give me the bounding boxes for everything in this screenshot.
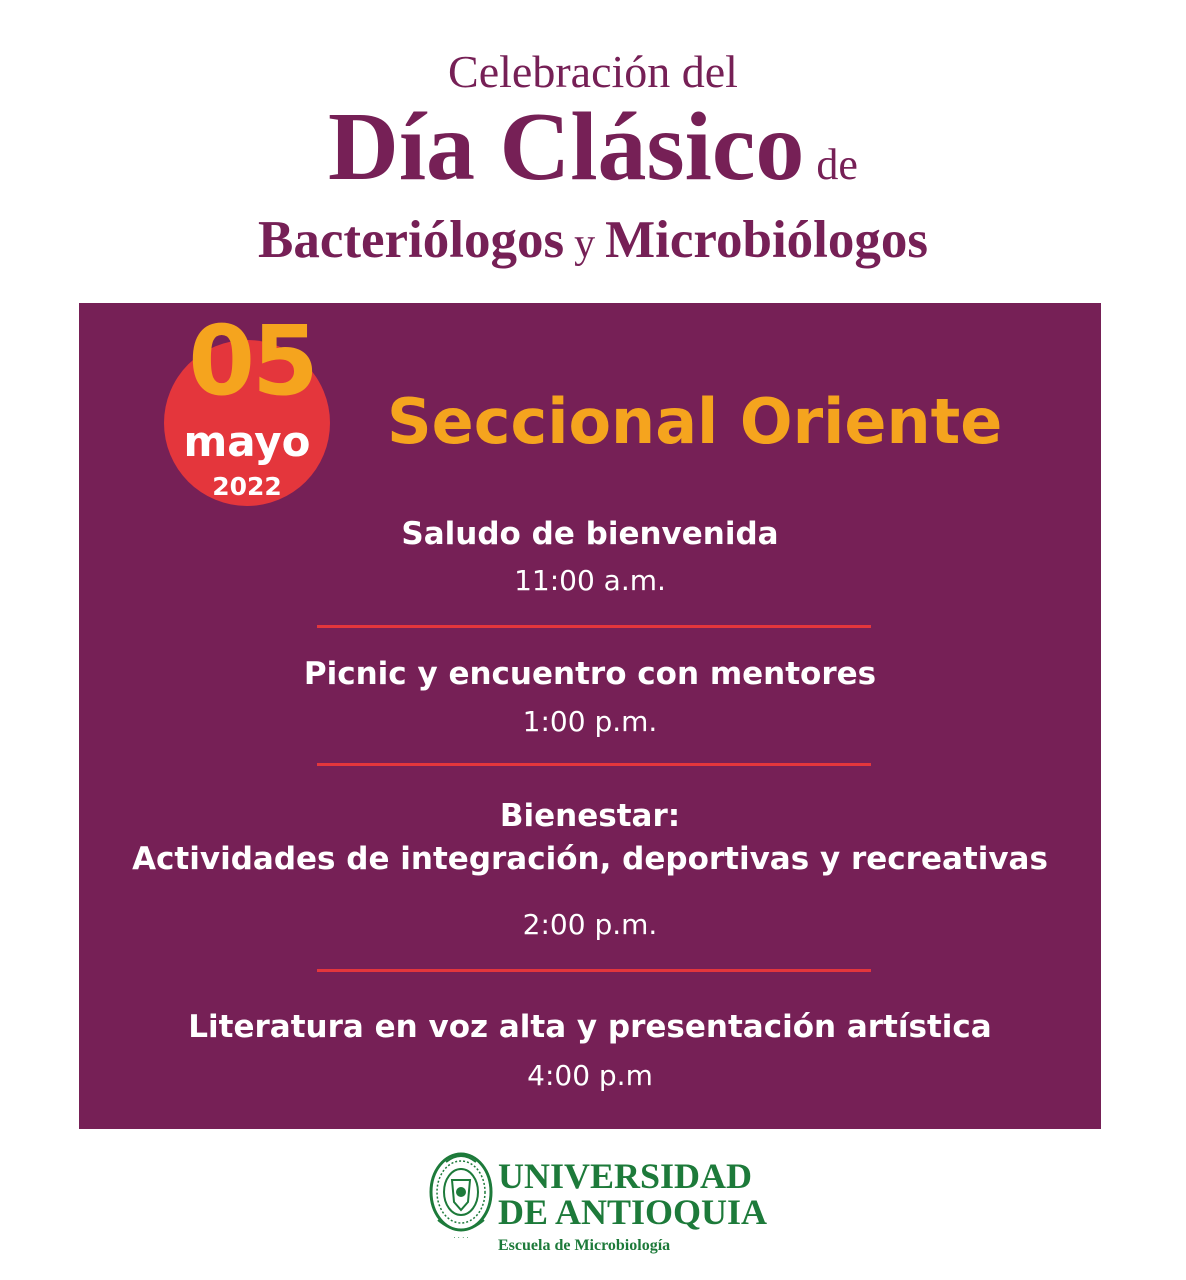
event-time-literatura: 4:00 p.m <box>527 1059 653 1092</box>
date-day: 05 <box>188 305 316 417</box>
date-month: mayo <box>183 417 311 466</box>
school-name: Escuela de Microbiología <box>498 1237 671 1254</box>
event-title-literatura: Literatura en voz alta y presentación artística <box>188 1009 992 1045</box>
schedule-panel <box>79 303 1101 1129</box>
event-title-welcome: Saludo de bienvenida <box>401 516 779 552</box>
date-year: 2022 <box>212 472 282 501</box>
header-dia-clasico: Día Clásico <box>328 93 805 201</box>
event-title-actividades: Actividades de integración, deportivas y recreativas <box>132 841 1048 877</box>
header-celebracion: Celebración del <box>448 46 738 97</box>
event-time-picnic: 1:00 p.m. <box>522 705 658 738</box>
footer-logo <box>0 1140 1186 1280</box>
header-bacteriologos: Bacteriólogos <box>257 211 565 269</box>
divider-1 <box>317 625 871 628</box>
event-title-bienestar: Bienestar: <box>499 798 681 834</box>
event-time-bienestar: 2:00 p.m. <box>522 908 658 941</box>
header-de: de <box>816 140 858 189</box>
university-seal-icon <box>428 1150 494 1242</box>
event-title-picnic: Picnic y encuentro con mentores <box>303 656 877 692</box>
header-professions <box>0 208 1186 285</box>
event-time-welcome: 11:00 a.m. <box>514 564 666 597</box>
divider-2 <box>317 763 871 766</box>
header-y: y <box>574 221 596 267</box>
header-microbiologos: Microbiólogos <box>605 211 929 269</box>
university-name-line1: UNIVERSIDAD <box>498 1156 753 1196</box>
university-name-line2: DE ANTIOQUIA <box>498 1192 768 1232</box>
divider-3 <box>317 969 871 972</box>
location-title: Seccional Oriente <box>387 385 1003 458</box>
svg-text:· · · ·: · · · · <box>453 1234 469 1242</box>
